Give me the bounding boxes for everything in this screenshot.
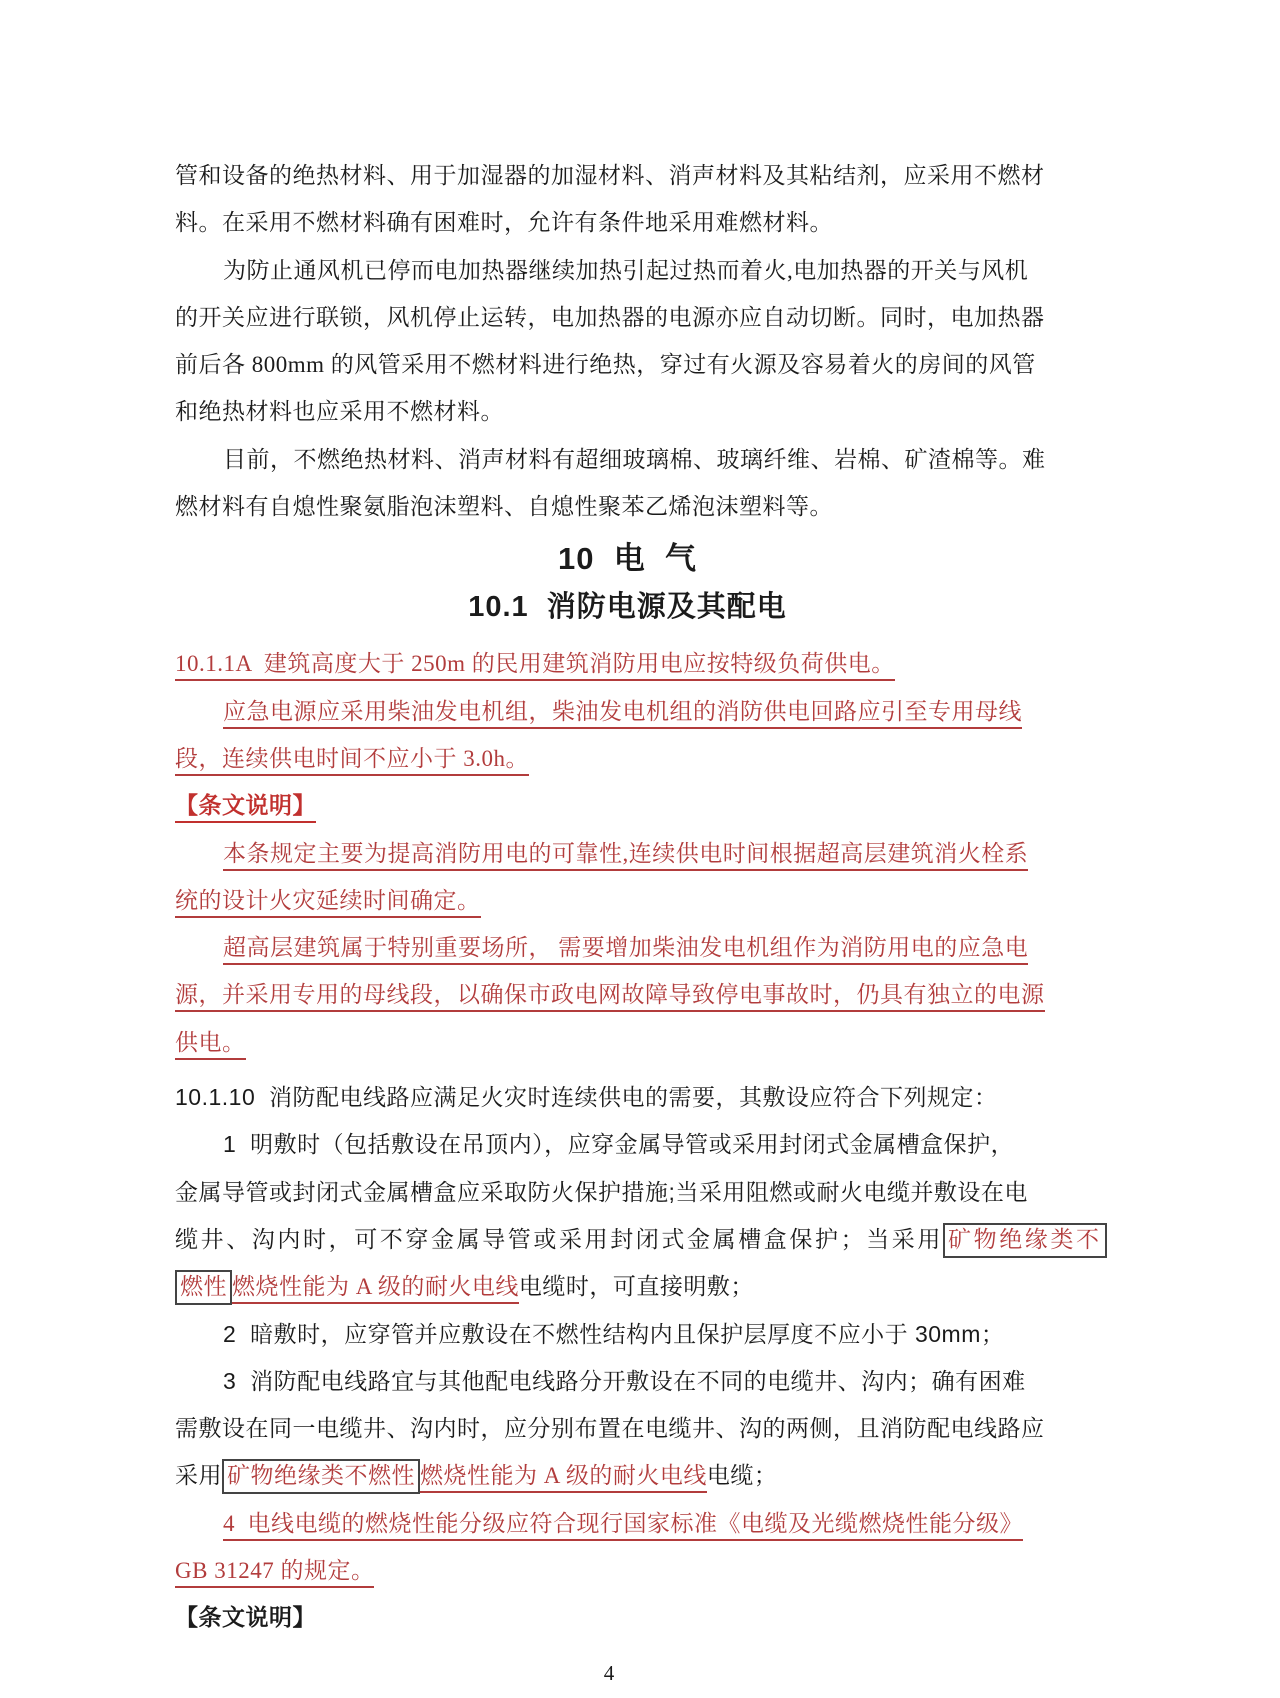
text-segment: 10 电 气 [558,541,697,577]
clause-item-line-revision [175,1547,1080,1594]
clause-item-line [175,1263,1080,1310]
commentary-line-revision [175,1019,1080,1066]
document-body [175,0,1102,1642]
text-segment: 需敷设在同一电缆井、沟内时，应分别布置在电缆井、沟的两侧，且消防配电线路应 [175,1415,1045,1442]
text-segment: 10.1.10 消防配电线路应满足火灾时连续供电的需要，其敷设应符合下列规定： [175,1084,998,1111]
section-heading [175,584,1080,630]
inserted-underlined-text: 【条文说明】 [175,793,316,823]
clause-item-line-revision [175,1500,1080,1547]
inserted-underlined-text: 超高层建筑属于特别重要场所， 需要增加柴油发电机组作为消防用电的应急电 [223,935,1028,965]
body-line [175,247,1080,294]
commentary-heading-red [175,782,1080,829]
clause-line-revision [175,640,1080,687]
page-number: 4 [603,1661,615,1685]
inserted-underlined-text: 统的设计火灾延续时间确定。 [175,888,481,918]
inserted-underlined-text: 本条规定主要为提高消防用电的可靠性,连续供电时间根据超高层建筑消火栓系 [223,841,1028,871]
text-segment: 前后各 800mm 的风管采用不燃材料进行绝热，穿过有火源及容易着火的房间的风管 [175,352,1036,378]
chapter-heading [175,538,1080,580]
clause-item-line [175,1216,1102,1263]
text-segment: 1 明敷时（包括敷设在吊顶内），应穿金属导管或采用封闭式金属槽盒保护， [223,1131,1015,1158]
clause-line-revision [175,688,1080,735]
commentary-line-revision [175,877,1080,924]
text-segment: 电缆时，可直接明敷； [518,1273,754,1300]
deleted-text-box: 燃性 [175,1270,232,1305]
text-segment: 料。在采用不燃材料确有困难时，允许有条件地采用难燃材料。 [175,210,833,236]
text-segment: 金属导管或封闭式金属槽盒应采取防火保护措施;当采用阻燃或耐火电缆并敷设在电 [175,1178,1028,1205]
deleted-text-box: 矿物绝缘类不 [943,1223,1107,1258]
body-line [175,294,1080,341]
text-segment: 目前，不燃绝热材料、消声材料有超细玻璃棉、玻璃纤维、岩棉、矿渣棉等。难 [223,446,1046,472]
inserted-underlined-text: 应急电源应采用柴油发电机组，柴油发电机组的消防供电回路应引至专用母线 [223,699,1022,729]
body-line [175,436,1080,483]
inserted-underlined-text: 源，并采用专用的母线段，以确保市政电网故障导致停电事故时，仍具有独立的电源 [175,982,1045,1012]
text-segment: 管和设备的绝热材料、用于加湿器的加湿材料、消声材料及其粘结剂，应采用不燃材 [175,163,1045,188]
commentary-line-revision [175,971,1080,1018]
commentary-heading-black [175,1594,1080,1641]
clause-item-line [175,1358,1080,1405]
body-line [175,483,1080,530]
text-segment: 【条文说明】 [175,1604,316,1631]
body-line [175,388,1080,435]
text-segment: 缆井、沟内时，可不穿金属导管或采用封闭式金属槽盒保护；当采用 [175,1225,943,1252]
clause-item-line [175,1311,1080,1358]
clause-item-line [175,1405,1080,1452]
clause-item-line [175,1452,1080,1499]
deleted-text-box: 矿物绝缘类不燃性 [222,1459,420,1494]
inserted-underlined-text: 燃烧性能为 A 级的耐火电线 [420,1463,707,1493]
text-segment: 采用 [175,1462,222,1489]
clause-item-line [175,1121,1080,1168]
text-segment: 电缆； [706,1462,778,1489]
clause-item-line [175,1169,1080,1216]
clause-line-revision [175,735,1080,782]
inserted-underlined-text: 10.1.1A 建筑高度大于 250m 的民用建筑消防用电应按特级负荷供电。 [175,651,895,681]
inserted-underlined-text: 供电。 [175,1030,246,1060]
clause-line [175,1074,1080,1121]
text-segment: 2 暗敷时，应穿管并应敷设在不燃性结构内且保护层厚度不应小于 30mm； [223,1320,1005,1347]
text-segment: 和绝热材料也应采用不燃材料。 [175,399,504,425]
inserted-underlined-text: 4 电线电缆的燃烧性能分级应符合现行国家标准《电缆及光缆燃烧性能分级》 [223,1511,1023,1541]
text-segment: 为防止通风机已停而电加热器继续加热引起过热而着火,电加热器的开关与风机 [223,257,1029,283]
body-line [175,199,1080,246]
inserted-underlined-text: GB 31247 的规定。 [175,1558,374,1588]
body-line [175,152,1080,199]
commentary-line-revision [175,924,1080,971]
body-line [175,341,1080,388]
inserted-underlined-text: 段，连续供电时间不应小于 3.0h。 [175,746,529,776]
commentary-line-revision [175,830,1080,877]
text-segment: 3 消防配电线路宜与其他配电线路分开敷设在不同的电缆井、沟内；确有困难 [223,1367,1026,1394]
page-footer [175,1661,1043,1686]
text-segment: 的开关应进行联锁，风机停止运转，电加热器的电源亦应自动切断。同时，电加热器 [175,304,1045,330]
text-segment: 10.1 消防电源及其配电 [468,591,787,624]
text-segment: 燃材料有自熄性聚氨脂泡沫塑料、自熄性聚苯乙烯泡沫塑料等。 [175,494,833,520]
inserted-underlined-text: 燃烧性能为 A 级的耐火电线 [232,1274,519,1304]
